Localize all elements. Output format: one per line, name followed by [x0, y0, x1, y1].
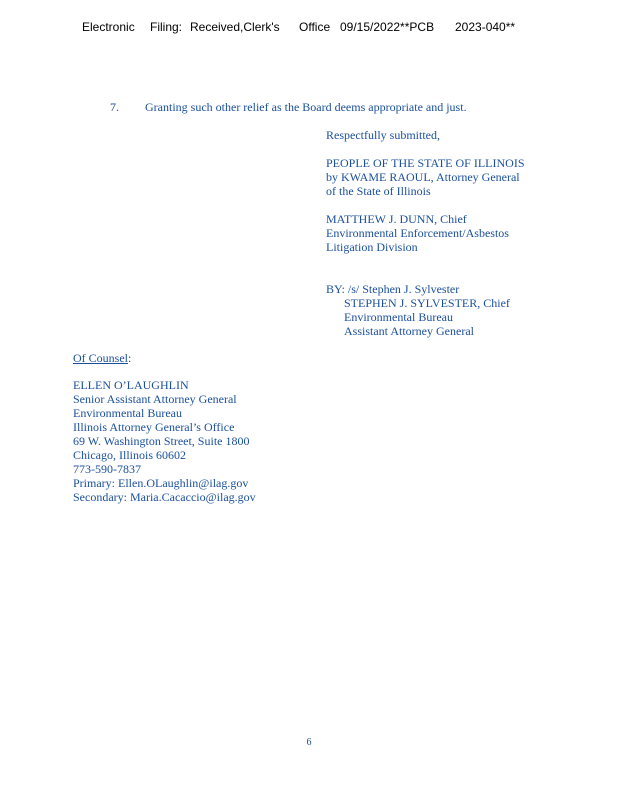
- signer-line: Assistant Attorney General: [344, 324, 474, 338]
- counsel-line: Environmental Bureau: [73, 406, 182, 420]
- paragraph-number: 7.: [110, 100, 119, 114]
- of-counsel-heading: [73, 351, 131, 365]
- header-received: Received,Clerk's: [190, 20, 280, 34]
- division-line: MATTHEW J. DUNN, Chief: [326, 212, 467, 226]
- counsel-email-line[interactable]: Primary: Ellen.OLaughlin@ilag.gov: [73, 476, 249, 490]
- header-case-number: 2023-040**: [455, 20, 516, 34]
- counsel-email-line[interactable]: Secondary: Maria.Cacaccio@ilag.gov: [73, 490, 256, 504]
- paragraph-text: Granting such other relief as the Board deems appropriate and just.: [145, 100, 467, 114]
- people-line: by KWAME RAOUL, Attorney General: [326, 170, 520, 184]
- counsel-line: Chicago, Illinois 60602: [73, 448, 186, 462]
- counsel-line: 773-590-7837: [73, 462, 141, 476]
- of-counsel-heading-text: Of Counsel: [73, 351, 128, 365]
- header-filing: Filing:: [150, 20, 183, 34]
- counsel-line: Illinois Attorney General’s Office: [73, 420, 235, 434]
- people-line: of the State of Illinois: [326, 184, 431, 198]
- counsel-line: Senior Assistant Attorney General: [73, 392, 237, 406]
- signature-by-line: BY: /s/ Stephen J. Sylvester: [326, 282, 460, 296]
- division-line: Environmental Enforcement/Asbestos: [326, 226, 509, 240]
- header-electronic: Electronic: [82, 20, 135, 34]
- header-office: Office: [299, 20, 331, 34]
- signer-line: STEPHEN J. SYLVESTER, Chief: [344, 296, 510, 310]
- division-line: Litigation Division: [326, 240, 418, 254]
- closing-line: Respectfully submitted,: [326, 128, 440, 142]
- counsel-line: 69 W. Washington Street, Suite 1800: [73, 434, 250, 448]
- counsel-line: ELLEN O’LAUGHLIN: [73, 378, 189, 392]
- people-line: PEOPLE OF THE STATE OF ILLINOIS: [326, 156, 525, 170]
- signer-line: Environmental Bureau: [344, 310, 453, 324]
- page-number: 6: [306, 737, 312, 748]
- header-date: 09/15/2022**PCB: [340, 20, 435, 34]
- filing-stamp-header: [0, 20, 618, 36]
- of-counsel-colon: :: [128, 351, 132, 365]
